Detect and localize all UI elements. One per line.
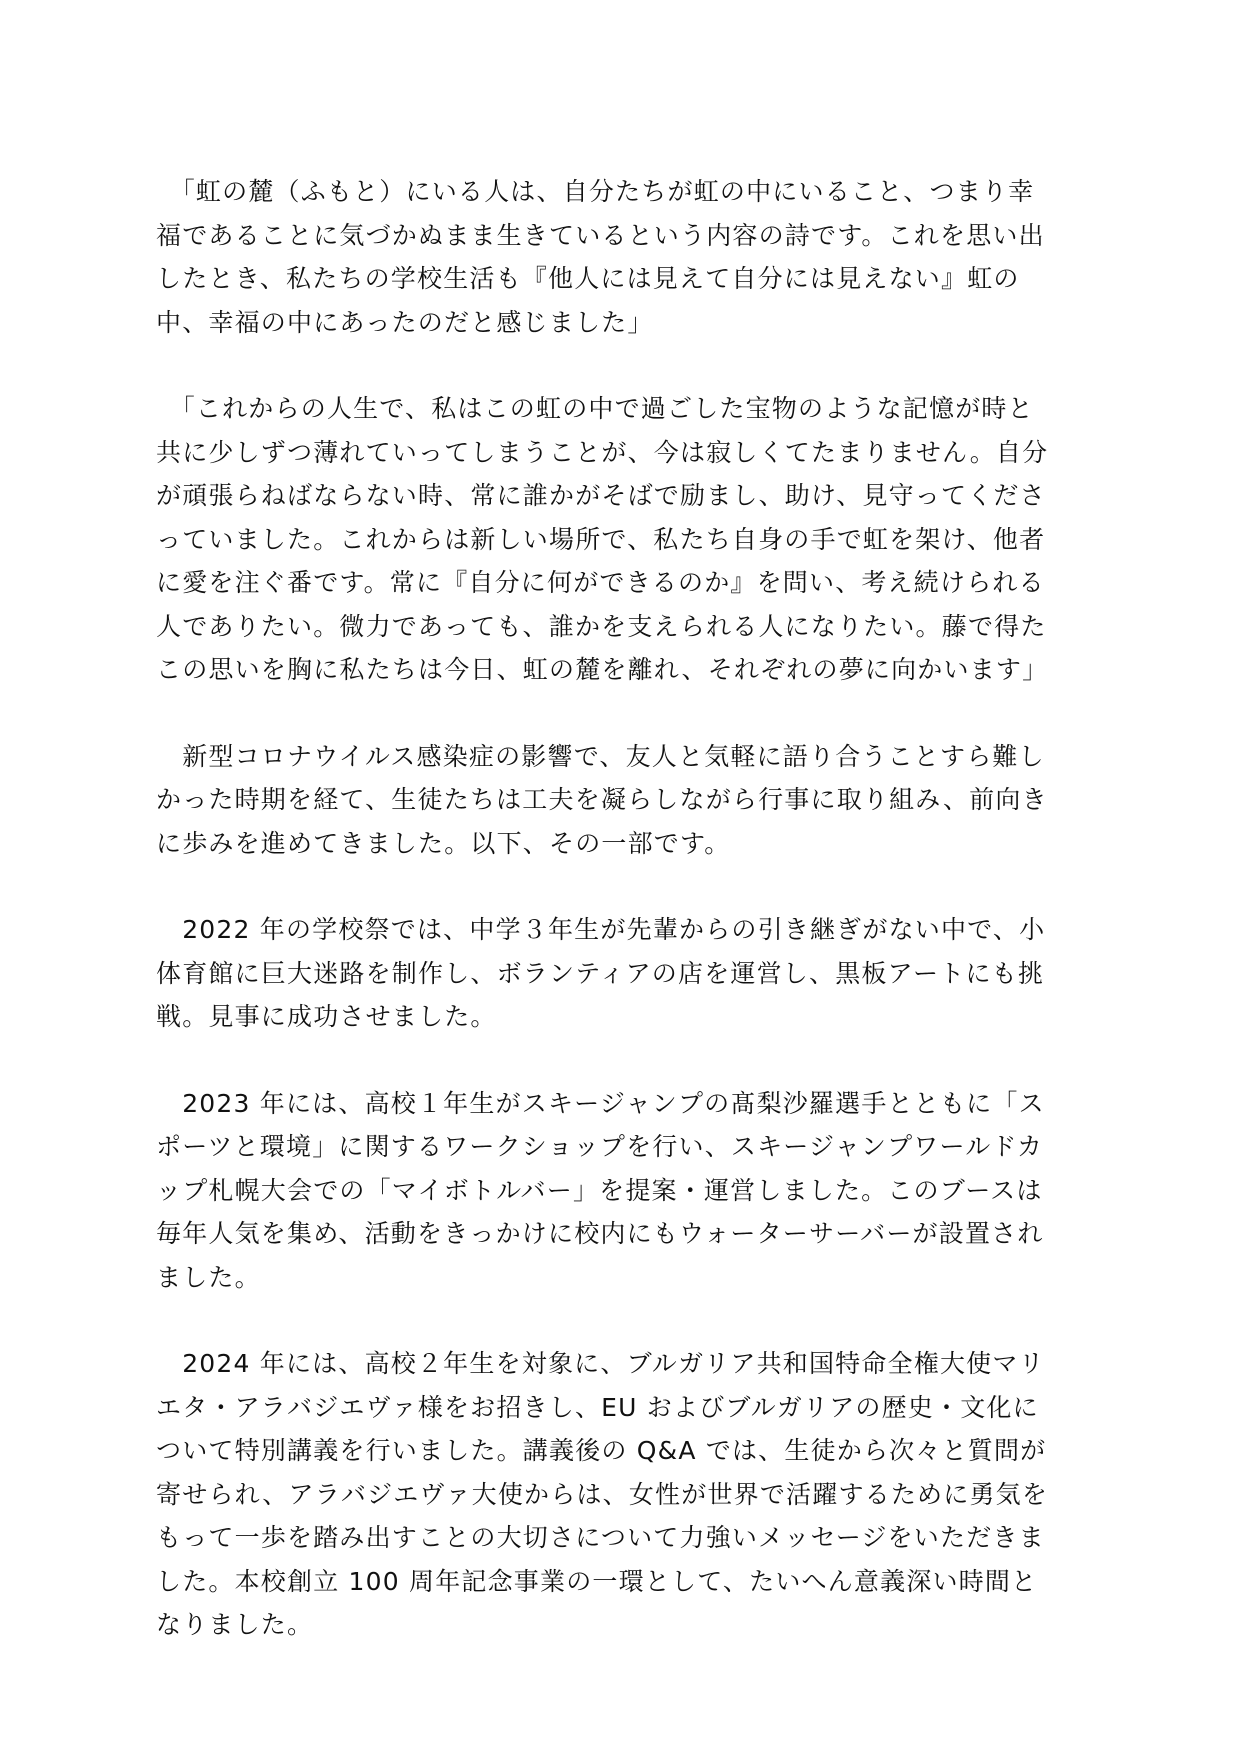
text-line: ました。 bbox=[156, 1262, 261, 1292]
paragraph-2024-special-lecture bbox=[156, 1342, 1091, 1647]
text-line: 福であることに気づかぬまま生きているという内容の詩です。これを思い出 bbox=[156, 220, 1045, 250]
text-line: ップ札幌大会での「マイボトルバー」を提案・運営しました。このブースは bbox=[156, 1175, 1043, 1205]
text-line: もって一歩を踏み出すことの大切さについて力強いメッセージをいただきま bbox=[156, 1523, 1045, 1552]
text-line: 「虹の麓（ふもと）にいる人は、自分たちが虹の中にいること、つまり幸 bbox=[156, 177, 1035, 206]
text-line: ポーツと環境」に関するワークショップを行い、スキージャンプワールドカ bbox=[156, 1132, 1044, 1161]
text-line: 戦。見事に成功させました。 bbox=[156, 1002, 497, 1031]
text-line: に歩みを進めてきました。以下、その一部です。 bbox=[156, 828, 731, 858]
text-line: 共に少しずつ薄れていってしまうことが、今は寂しくてたまりません。自分 bbox=[156, 437, 1049, 467]
text-line: した。本校創立 100 周年記念事業の一環として、たいへん意義深い時間と bbox=[156, 1566, 1038, 1596]
text-line: したとき、私たちの学校生活も『他人には見えて自分には見えない』虹の bbox=[156, 264, 1020, 293]
text-line: 毎年人気を集め、活動をきっかけに校内にもウォーターサーバーが設置され bbox=[156, 1219, 1044, 1248]
text-line: 2023 年には、高校１年生がスキージャンプの髙梨沙羅選手とともに「ス bbox=[156, 1088, 1045, 1118]
body-text bbox=[156, 170, 1091, 1690]
paragraph-covid-period bbox=[156, 735, 1091, 866]
text-line: かった時期を経て、生徒たちは工夫を凝らしながら行事に取り組み、前向き bbox=[156, 785, 1048, 814]
text-line: この思いを胸に私たちは今日、虹の麓を離れ、それぞれの夢に向かいます」 bbox=[156, 655, 1049, 684]
text-line: 寄せられ、アラバジエヴァ大使からは、女性が世界で活躍するために勇気を bbox=[156, 1479, 1049, 1509]
text-line: 中、幸福の中にあったのだと感じました」 bbox=[156, 307, 654, 337]
paragraph-2022-school-festival bbox=[156, 908, 1091, 1039]
text-line: に愛を注ぐ番です。常に『自分に何ができるのか』を問い、考え続けられる bbox=[156, 568, 1045, 597]
text-line: 新型コロナウイルス感染症の影響で、友人と気軽に語り合うことすら難し bbox=[156, 741, 1045, 771]
text-line: ついて特別講義を行いました。講義後の Q&A では、生徒から次々と質問が bbox=[156, 1436, 1047, 1465]
text-line: 体育館に巨大迷路を制作し、ボランティアの店を運営し、黒板アートにも挑 bbox=[156, 958, 1045, 988]
text-line: が頑張らねばならない時、常に誰かがそばで励まし、助け、見守ってくださ bbox=[156, 481, 1046, 510]
text-line: 「これからの人生で、私はこの虹の中で過ごした宝物のような記憶が時と bbox=[156, 394, 1034, 423]
text-line: 人でありたい。微力であっても、誰かを支えられる人になりたい。藤で得た bbox=[156, 611, 1047, 641]
text-line: 2022 年の学校祭では、中学３年生が先輩からの引き継ぎがない中で、小 bbox=[156, 915, 1046, 944]
text-line: 2024 年には、高校２年生を対象に、ブルガリア共和国特命全権大使マリ bbox=[156, 1349, 1045, 1378]
paragraph-2023-workshop bbox=[156, 1082, 1091, 1300]
text-line: っていました。これからは新しい場所で、私たち自身の手で虹を架け、他者 bbox=[156, 524, 1046, 554]
paragraph-rainbow-poem bbox=[156, 170, 1091, 344]
text-line: なりました。 bbox=[156, 1610, 314, 1639]
text-line: エタ・アラバジエヴァ様をお招きし、EU およびブルガリアの歴史・文化に bbox=[156, 1392, 1039, 1422]
paragraph-future-life bbox=[156, 387, 1091, 692]
